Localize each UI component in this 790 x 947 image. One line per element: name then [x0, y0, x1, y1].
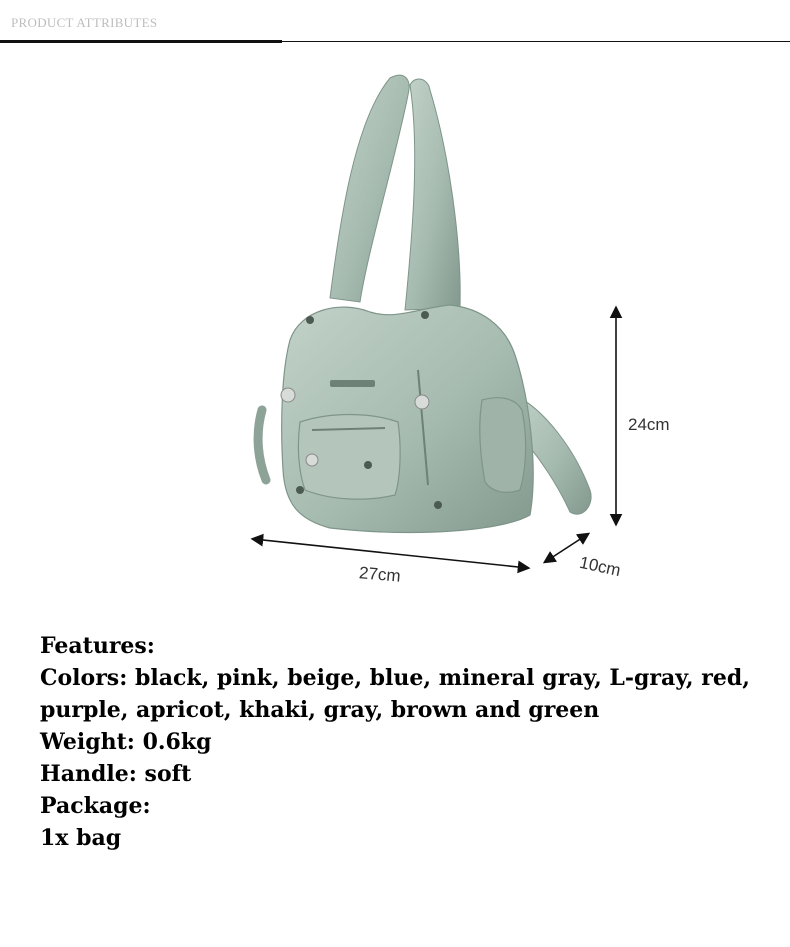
section-title: PRODUCT ATTRIBUTES	[11, 15, 158, 30]
width-label: 27cm	[358, 563, 402, 586]
depth-dimension	[545, 534, 622, 580]
handle-line: Handle: soft	[40, 761, 192, 787]
header-divider-thick	[0, 40, 282, 43]
header-divider-thin	[282, 41, 790, 42]
depth-label: 10cm	[577, 552, 623, 581]
package-line: 1x bag	[40, 825, 122, 851]
section-header	[0, 0, 790, 46]
colors-line: Colors: black, pink, beige, blue, mineral gray, L-gray, red, purple, apricot, khaki, gray, brown and green	[40, 665, 750, 723]
height-label: 24cm	[628, 415, 670, 434]
features-list	[40, 630, 760, 854]
package-heading: Package:	[40, 793, 151, 819]
features-heading: Features:	[40, 633, 155, 659]
product-image	[0, 50, 790, 610]
handbag-icon	[258, 75, 591, 532]
weight-line: Weight: 0.6kg	[40, 729, 212, 755]
width-dimension	[253, 539, 528, 586]
height-dimension	[616, 308, 670, 524]
